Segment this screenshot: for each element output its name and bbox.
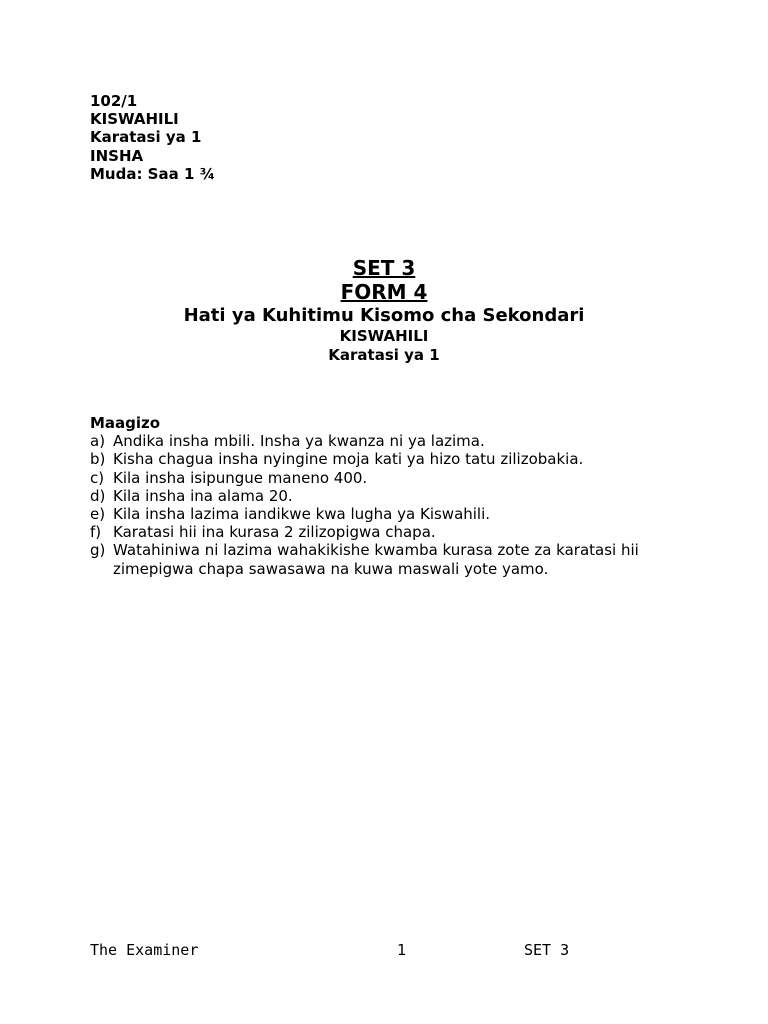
title-block [0,256,768,364]
item-marker: g) [90,541,106,560]
title-paper: Karatasi ya 1 [328,345,440,364]
footer-set: SET 3 [524,941,570,959]
instructions-heading: Maagizo [90,414,161,432]
footer-page-number: 1 [397,941,407,959]
subject-name: KISWAHILI [90,110,179,129]
item-text: Watahiniwa ni lazima wahakikishe kwamba kurasa zote za karatasi hii zimepigwa chapa sawasawa na kuwa maswali yote yamo. [113,541,639,578]
item-text: Karatasi hii ina kurasa 2 zilizopigwa chapa. [113,523,436,542]
duration: Muda: Saa 1 ¾ [90,164,216,183]
footer-examiner: The Examiner [90,941,199,959]
instructions-list [90,432,690,578]
item-marker: a) [90,432,106,451]
list-item [90,505,690,523]
item-text: Kila insha ina alama 20. [113,486,293,505]
paper-number: Karatasi ya 1 [90,128,202,147]
item-text: Andika insha mbili. Insha ya kwanza ni ya lazima. [113,432,485,451]
item-text: Kila insha isipungue maneno 400. [113,468,368,487]
list-item [90,523,690,541]
item-text: Kisha chagua insha nyingine moja kati ya hizo tatu zilizobakia. [113,450,584,469]
item-marker: c) [90,468,105,487]
list-item [90,487,690,505]
list-item [90,432,690,450]
exam-title: Hati ya Kuhitimu Kisomo cha Sekondari [183,305,585,326]
item-marker: e) [90,505,106,524]
list-item [90,541,690,577]
section-name: INSHA [90,146,144,165]
title-subject: KISWAHILI [339,327,429,345]
form-title: FORM 4 [340,280,428,304]
item-marker: b) [90,450,106,469]
set-title: SET 3 [352,256,416,280]
list-item [90,469,690,487]
list-item [90,450,690,468]
paper-header [90,92,215,183]
item-text: Kila insha lazima iandikwe kwa lugha ya Kiswahili. [113,505,491,524]
item-marker: f) [90,523,102,542]
paper-code: 102/1 [90,92,138,110]
item-marker: d) [90,486,106,505]
instructions [90,414,690,578]
